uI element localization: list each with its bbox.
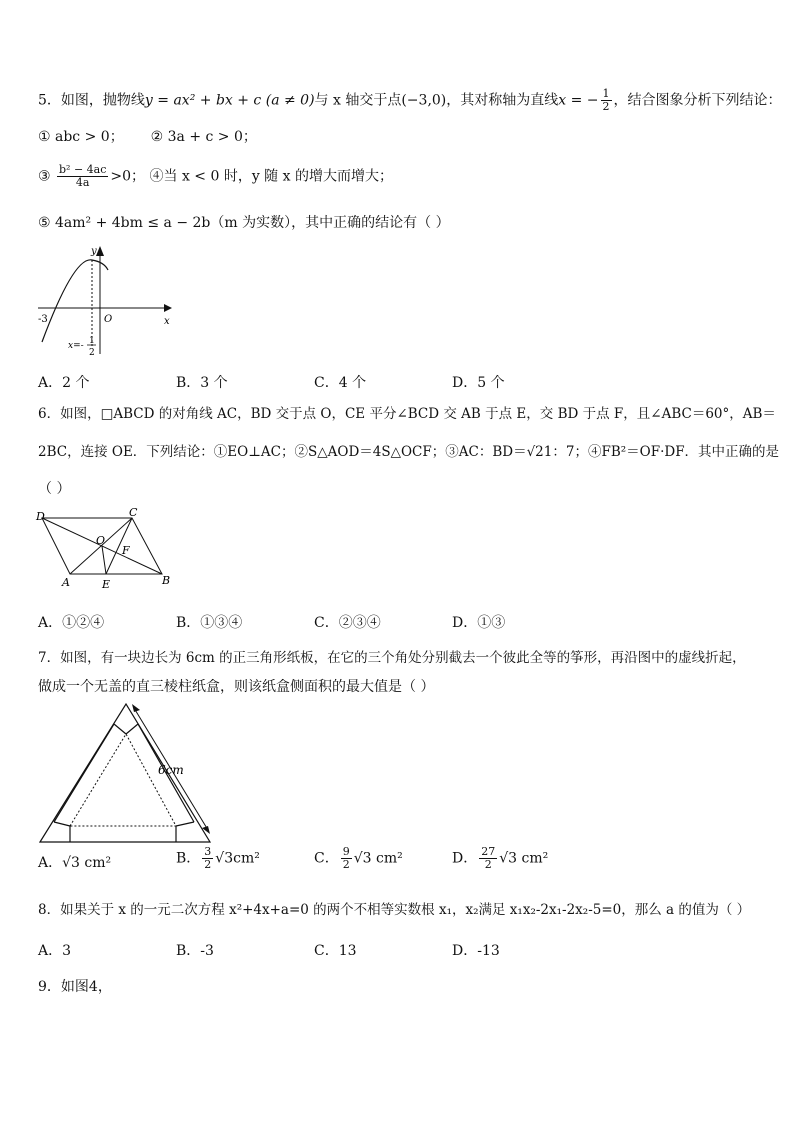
q5-fig-label-y: y: [91, 246, 97, 257]
q7-option-d[interactable]: D． $\frac{27}{2}$ √3 cm²: [452, 845, 549, 871]
q5-conclusion-1: ① abc > 0；: [38, 129, 124, 145]
q5-expression: y = ax² + bx + c (a ≠ 0): [144, 92, 315, 109]
q5-fig-label-o: O: [104, 314, 113, 325]
q5-c3-frac: $\frac{\text{b² − 4ac}}{4a}$: [59, 163, 107, 189]
q5-option-a[interactable]: A．2 个: [38, 375, 90, 391]
q8-option-b[interactable]: B．-3: [176, 943, 214, 959]
q5-fig-axis-num: 1: [89, 336, 95, 346]
q6-label-e: E: [102, 578, 111, 591]
q7-option-b[interactable]: B． $\frac{3}{2}$ √3cm²: [176, 845, 260, 871]
q6-parallelogram-figure: [34, 508, 184, 592]
q5-conclusions-3-4: ③ $\frac{\text{b² − 4ac}}{4a}$ >0； ④当 x < 0 时，y 随 x 的增大而增大；: [38, 163, 393, 189]
q7-triangle-figure: [34, 698, 234, 848]
q7-line-1: 7．如图，有一块边长为 6cm 的正三角形纸板，在它的三个角处分别截去一个彼此全等的筝形，再沿图中的虚线折起，: [38, 650, 746, 666]
q5-fig-axis-lhs: x=-: [68, 341, 84, 351]
q6-line-1: 6．如图，□ABCD 的对角线 AC，BD 交于点 O，CE 平分∠BCD 交 AB 于点 E，交 BD 于点 F，且∠ABC＝60°，AB＝: [38, 406, 776, 422]
q6-label-o: O: [96, 534, 106, 547]
q6-option-a[interactable]: A．①②④: [38, 615, 105, 631]
q5-conclusions-1-2: [38, 126, 257, 146]
q5-fig-axis-den: 2: [89, 348, 95, 358]
q6-label-b: B: [162, 574, 171, 587]
q6-label-f: F: [122, 544, 130, 557]
q7-option-c[interactable]: C． $\frac{9}{2}$ √3 cm²: [314, 845, 403, 871]
q5-conclusion-2: ② 3a + c > 0；: [150, 129, 257, 145]
q5-option-c[interactable]: C．4 个: [314, 375, 367, 391]
q6-label-d: D: [36, 510, 45, 523]
q7-line-2: 做成一个无盖的直三棱柱纸盒，则该纸盒侧面积的最大值是（ ）: [38, 679, 435, 695]
q6-label-c: C: [129, 508, 138, 519]
q6-option-d[interactable]: D．①③: [452, 615, 506, 631]
q5-prefix: 5．如图，抛物线: [38, 92, 145, 109]
q6-option-c[interactable]: C．②③④: [314, 615, 381, 631]
q6-label-a: A: [62, 576, 70, 589]
q5-conclusion-5: ⑤ 4am² + 4bm ≤ a − 2b（m 为实数），其中正确的结论有（ ）: [38, 215, 450, 231]
q5-parabola-figure: [34, 242, 174, 362]
q5-axis-lhs: x = −: [558, 92, 599, 109]
q5-option-b[interactable]: B．3 个: [176, 375, 228, 391]
q5-conclusion-3-4: >0； ④当 x < 0 时，y 随 x 的增大而增大；: [110, 168, 393, 185]
q6-line-3: （ ）: [38, 481, 71, 497]
q7-fig-label-6cm: 6cm: [158, 763, 184, 777]
q8-option-d[interactable]: D．-13: [452, 943, 500, 959]
q5-axis-frac: $\frac{1}{2}$: [602, 87, 610, 113]
q6-option-b[interactable]: B．①③④: [176, 615, 243, 631]
q7-option-a[interactable]: A．√3 cm²: [38, 855, 112, 871]
q8-option-c[interactable]: C．13: [314, 943, 357, 959]
q5-fig-label-neg3: -3: [38, 314, 48, 325]
q5-tail: ，结合图象分析下列结论：: [613, 92, 782, 109]
q5-fig-label-x: x: [164, 316, 170, 327]
q5-option-d[interactable]: D．5 个: [452, 375, 505, 391]
q5-stem: [38, 88, 782, 113]
q8-option-a[interactable]: A．3: [38, 943, 72, 959]
q6-line-2: 2BC，连接 OE．下列结论：①EO⊥AC；②S△AOD＝4S△OCF；③AC：BD＝√21：7；④FB²＝OF·DF．其中正确的是: [38, 444, 780, 460]
q8-line-1: 8．如果关于 x 的一元二次方程 x²+4x+a=0 的两个不相等实数根 x₁，x₂满足 x₁x₂-2x₁-2x₂-5=0，那么 a 的值为（ ）: [38, 902, 751, 918]
q5-mid: 与 x 轴交于点(−3,0)，其对称轴为直线: [314, 92, 559, 109]
q9-line-1: 9．如图4，: [38, 979, 112, 995]
